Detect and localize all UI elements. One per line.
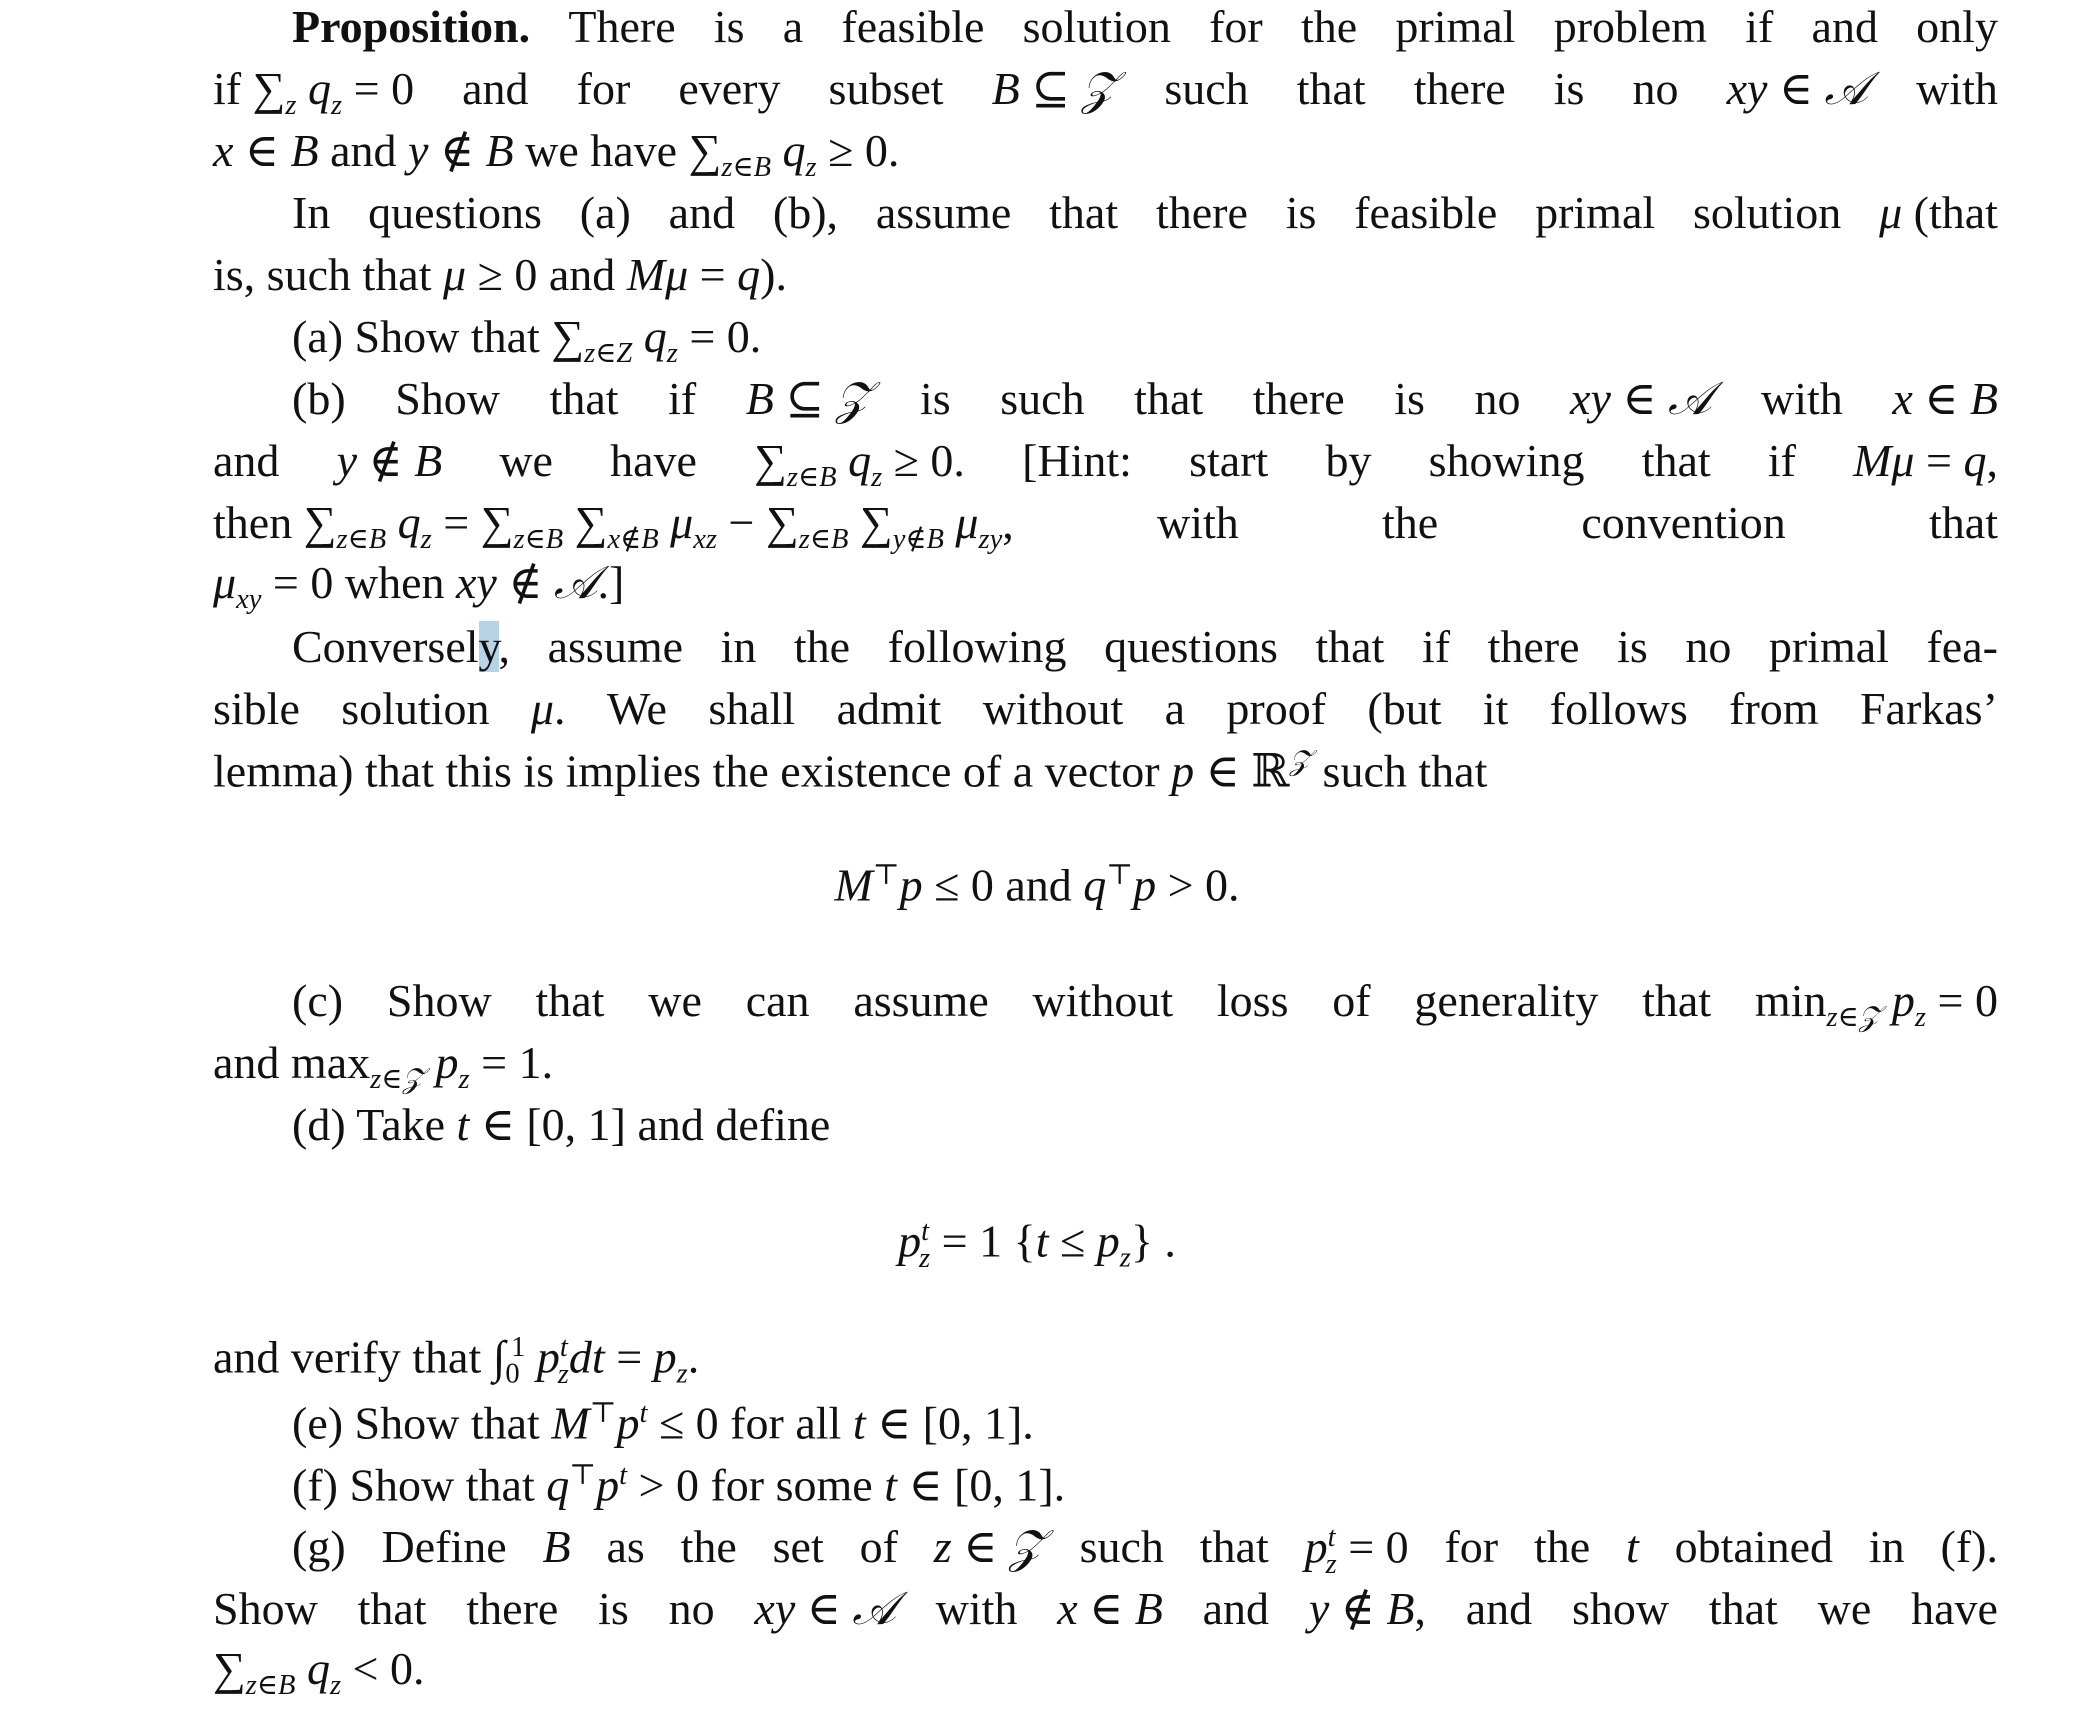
paragraph-conversely-line-1: Conversely, assume in the following questions that if there is no primal fea- (292, 621, 1998, 672)
paragraph-conversely-line-3: lemma) that this is implies the existence of a vector p ∈ ℝ$^𝒵$ such that (213, 745, 1488, 797)
proposition-line-2: if $\sum_z$ $q_z = 0$ and for every subset B ⊆ 𝒵 such that there is no xy ∈ 𝒜 with (213, 63, 1998, 122)
paragraph-assume-line-2: is, such that μ ≥ 0 and Mμ = q). (213, 249, 787, 300)
display-equation-farkas: M⊤p ≤ 0 and q⊤p > 0. (834, 859, 1240, 911)
display-equation-threshold: $p^t_z = 1$ $\{t \le p_z\}$ . (898, 1215, 1176, 1274)
question-f: (f) Show that $q^⊤p^t > 0$ for some t ∈ [0, 1]. (292, 1459, 1066, 1511)
question-g-line-3: $\sum_{z\in B}$ $q_z < 0$. (213, 1643, 425, 1702)
question-b-line-2: and y ∉ B we have $\sum_{z\in B}$ $q_z \ge 0$. [Hint: start by showing that if Mμ = q, (213, 435, 1998, 494)
paragraph-assume-line-1: In questions (a) and (b), assume that there is feasible primal solution μ (that (292, 187, 1998, 238)
question-c-line-2: and $\max_{z\in 𝒵} p_z = 1$. (213, 1037, 554, 1096)
question-c-line-1: (c) Show that we can assume without loss of generality that $\min_{z\in 𝒵} p_z = 0$ (292, 975, 1998, 1034)
proposition-line-1: Proposition. There is a feasible solution for the primal problem if and only (292, 1, 1998, 52)
paragraph-conversely-line-2: sible solution μ. We shall admit without a proof (but it follows from Farkas’ (213, 683, 1998, 734)
question-g-line-1: (g) Define B as the set of z ∈ 𝒵 such that $p^t_z = 0$ for the t obtained in (f). (292, 1521, 1998, 1580)
proposition-line-3: x ∈ B and y ∉ B we have $\sum_{z\in B}$ $q_z \ge 0$. (213, 125, 900, 184)
question-b-line-4: $\mu_{xy} = 0$ when xy ∉ 𝒜.] (213, 557, 625, 616)
question-b-line-1: (b) Show that if B ⊆ 𝒵 is such that there is no xy ∈ 𝒜 with x ∈ B (292, 373, 1998, 424)
question-g-line-2: Show that there is no xy ∈ 𝒜 with x ∈ B and y ∉ B, and show that we have (213, 1583, 1998, 1634)
question-a: (a) Show that $\sum_{z\in Z}$ $q_z = 0$. (292, 311, 762, 370)
question-d-verify: and verify that $\int_0^1$ $p^t_zdt = p_z$. (213, 1331, 700, 1390)
question-e: (e) Show that $M^⊤p^t \le 0$ for all t ∈ [0, 1]. (292, 1397, 1034, 1449)
text-selection-highlight: y (478, 621, 499, 672)
question-b-line-3: then $\sum_{z\in B}$ $q_z = \sum_{z\in B}$ $\sum_{x\notin B}$ $\mu_{xz} - \sum_{z\in B}$ $\sum_{y\notin B}$ $\mu_{zy}$, with the convention that (213, 497, 1998, 556)
question-d: (d) Take t ∈ [0, 1] and define (292, 1099, 831, 1150)
